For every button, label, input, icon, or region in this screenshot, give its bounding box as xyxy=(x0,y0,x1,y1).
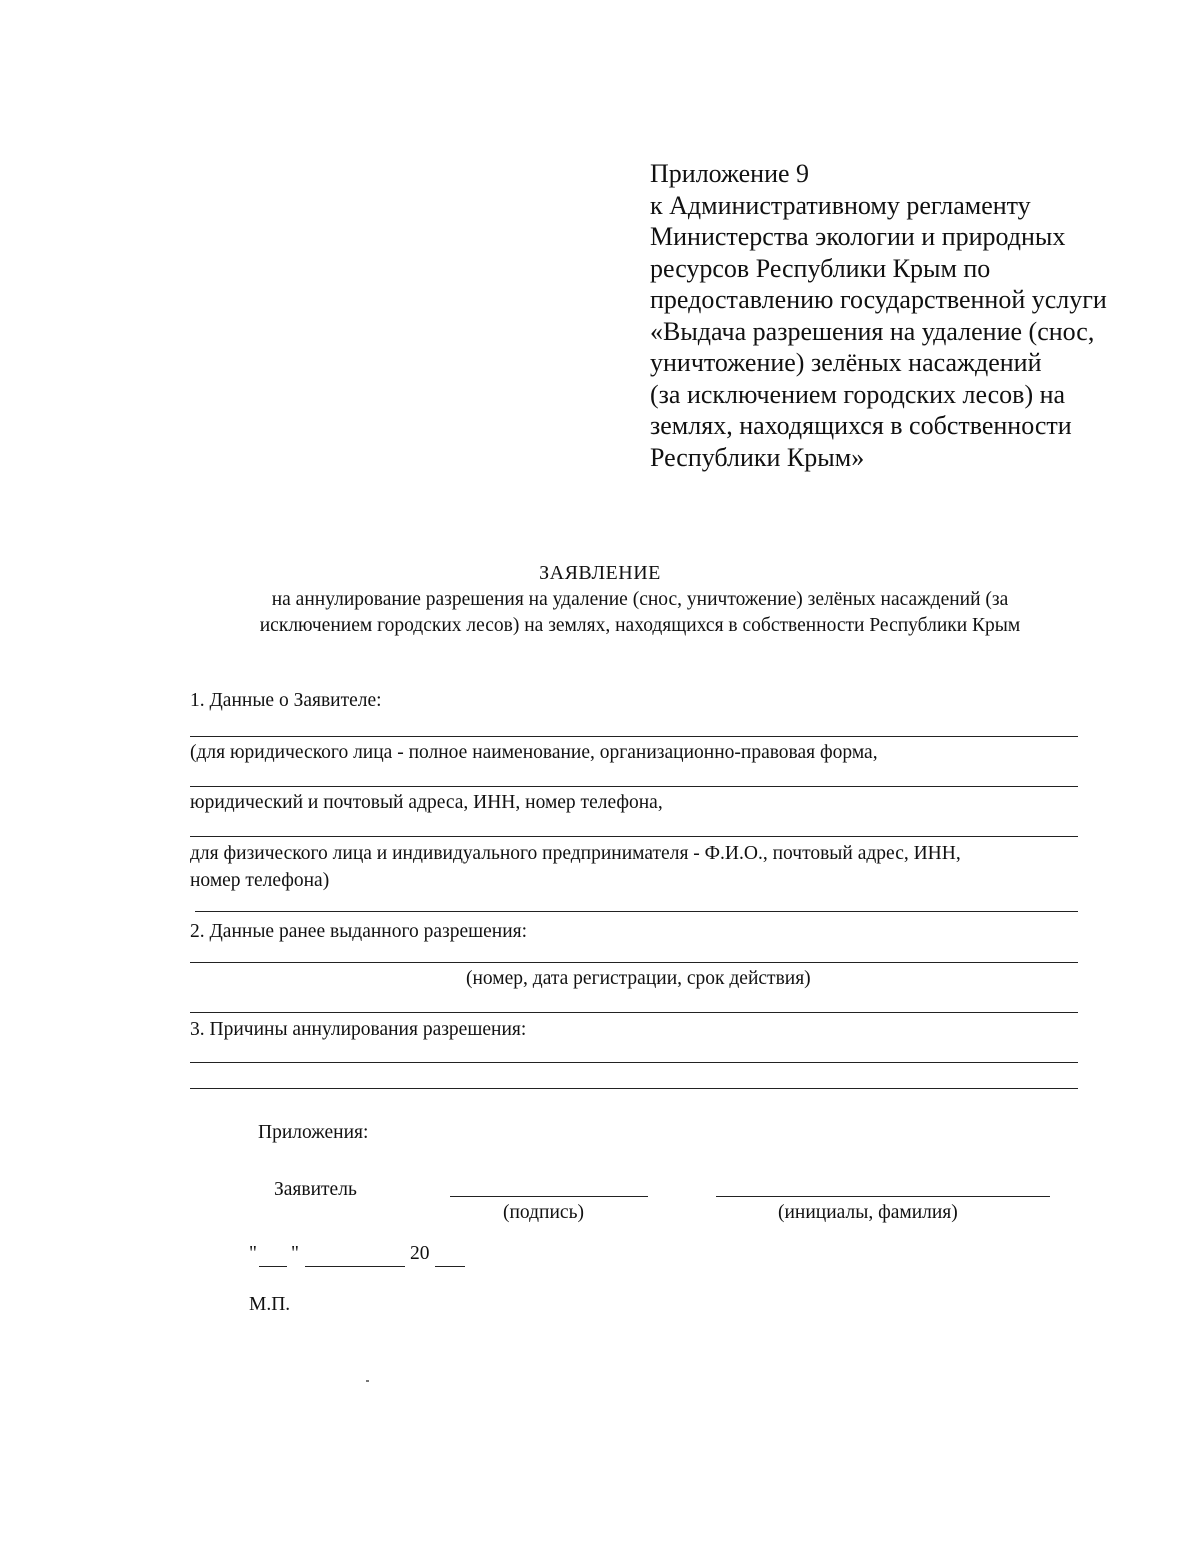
applicant-input-line-2[interactable] xyxy=(190,786,1078,787)
reason-input-line-1[interactable] xyxy=(190,1012,1078,1013)
signature-caption: (подпись) xyxy=(503,1202,584,1223)
attachments-label: Приложения: xyxy=(258,1122,369,1143)
applicant-input-line-3[interactable] xyxy=(190,836,1078,837)
header-line: предоставлению государственной услуги xyxy=(650,285,1107,314)
date-month-line[interactable] xyxy=(305,1266,405,1267)
applicant-hint-1: (для юридического лица - полное наименование, организационно-правовая форма, xyxy=(190,742,878,763)
name-caption: (инициалы, фамилия) xyxy=(778,1202,958,1223)
permit-input-line-1[interactable] xyxy=(195,911,1078,912)
date-year-prefix: 20 xyxy=(410,1243,430,1264)
name-line[interactable] xyxy=(716,1196,1050,1197)
header-line: Министерства экологии и природных xyxy=(650,222,1066,251)
header-line: к Административному регламенту xyxy=(650,190,1031,220)
applicant-hint-3: для физического лица и индивидуального предпринимателя - Ф.И.О., почтовый адрес, ИНН, xyxy=(190,843,961,864)
header-line: (за исключением городских лесов) на xyxy=(650,379,1066,409)
header-line: Приложение 9 xyxy=(650,159,810,188)
applicant-hint-2: юридический и почтовый адреса, ИНН, номер телефона, xyxy=(190,792,663,813)
signature-line[interactable] xyxy=(450,1196,648,1197)
applicant-label: Заявитель xyxy=(274,1179,357,1200)
applicant-input-line-1[interactable] xyxy=(190,736,1078,737)
header-line: ресурсов Республики Крым по xyxy=(650,253,991,283)
date-year-line[interactable] xyxy=(435,1266,465,1267)
subtitle-line-2: исключением городских лесов) на землях, находящихся в собственности Республики Крым xyxy=(259,615,1021,636)
date-day-line[interactable] xyxy=(259,1266,287,1267)
scan-speck xyxy=(366,1380,369,1382)
header-line: землях, находящихся в собственности xyxy=(650,411,1072,440)
reason-input-line-2[interactable] xyxy=(190,1062,1078,1063)
header-line: Республики Крым» xyxy=(650,442,865,472)
document-subtitle xyxy=(210,587,1070,639)
date-close-quote: " xyxy=(291,1243,299,1264)
header-line: «Выдача разрешения на удаление (снос, xyxy=(650,316,1095,346)
applicant-hint-4: номер телефона) xyxy=(190,870,330,891)
section-1-label: 1. Данные о Заявителе: xyxy=(190,690,382,711)
date-open-quote: " xyxy=(249,1243,257,1264)
header-line: уничтожение) зелёных насаждений xyxy=(650,348,1042,377)
reason-input-line-3[interactable] xyxy=(190,1088,1078,1089)
subtitle-line-1: на аннулирование разрешения на удаление (снос, уничтожение) зелёных насаждений (за xyxy=(271,589,1009,610)
section-2-label: 2. Данные ранее выданного разрешения: xyxy=(190,921,528,942)
section-3-label: 3. Причины аннулирования разрешения: xyxy=(190,1019,527,1040)
permit-input-line-2[interactable] xyxy=(190,962,1078,963)
appendix-header xyxy=(650,158,1190,473)
stamp-place-label: М.П. xyxy=(249,1294,291,1315)
permit-hint: (номер, дата регистрации, срок действия) xyxy=(466,968,811,989)
document-title: ЗАЯВЛЕНИЕ xyxy=(539,562,661,584)
